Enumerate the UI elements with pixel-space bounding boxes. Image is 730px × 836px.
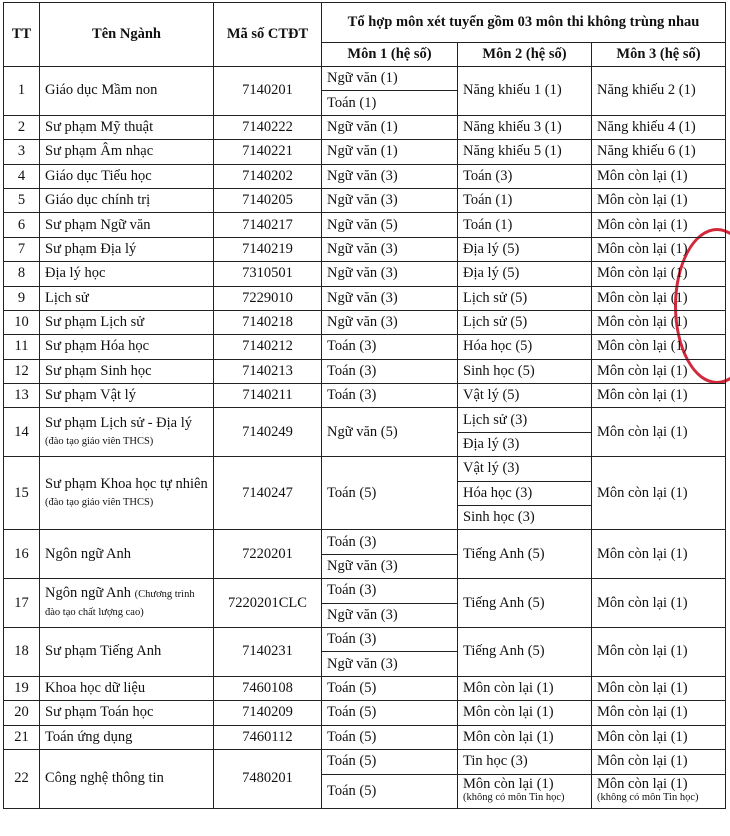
subject-2-text: Môn còn lại (1) [463, 776, 554, 793]
row-number: 4 [4, 164, 40, 188]
major-name [40, 384, 214, 408]
subject-3: Môn còn lại (1) [592, 408, 726, 457]
subject-3: Năng khiếu 2 (1) [592, 67, 726, 116]
header-mon3: Môn 3 (hệ số) [592, 43, 726, 67]
major-name [40, 725, 214, 749]
table-row [4, 579, 726, 603]
subject-3-text: Môn còn lại (1) [597, 776, 688, 793]
major-name-text: Sư phạm Âm nhạc [45, 143, 154, 160]
program-code: 7140213 [214, 359, 322, 383]
table-row [4, 384, 726, 408]
subject-1: Ngữ văn (3) [322, 164, 458, 188]
table-row [4, 310, 726, 334]
subject-3: Môn còn lại (1) [592, 286, 726, 310]
major-name-text: Lịch sử [45, 289, 89, 306]
subject-1: Ngữ văn (3) [322, 652, 458, 676]
program-code: 7480201 [214, 749, 322, 808]
major-name-text: Sư phạm Vật lý [45, 387, 136, 404]
subject-3: Môn còn lại (1) [592, 725, 726, 749]
subject-2: Sinh học (5) [458, 359, 592, 383]
program-code: 7220201CLC [214, 579, 322, 628]
subject-2: Tin học (3) [458, 749, 592, 774]
major-name [40, 701, 214, 725]
subject-3: Môn còn lại (1) [592, 310, 726, 334]
major-name [40, 335, 214, 359]
header-mon2: Môn 2 (hệ số) [458, 43, 592, 67]
header-mon1: Môn 1 (hệ số) [322, 43, 458, 67]
header-tt: TT [4, 3, 40, 67]
program-code: 7140221 [214, 140, 322, 164]
row-number: 14 [4, 408, 40, 457]
program-code: 7140201 [214, 67, 322, 116]
row-number: 22 [4, 749, 40, 808]
row-number: 10 [4, 310, 40, 334]
program-code: 7140209 [214, 701, 322, 725]
major-name-text: Sư phạm Lịch sử - Địa lý [45, 414, 193, 431]
program-code: 7220201 [214, 530, 322, 579]
subject-3: Môn còn lại (1) [592, 359, 726, 383]
header-ma-so: Mã số CTĐT [214, 3, 322, 67]
subject-1: Toán (5) [322, 457, 458, 530]
table-row [4, 408, 726, 432]
subject-1: Toán (3) [322, 359, 458, 383]
major-name-text: Giáo dục Mầm non [45, 82, 158, 99]
major-name [40, 164, 214, 188]
major-name [40, 67, 214, 116]
subject-3: Môn còn lại (1) [592, 335, 726, 359]
major-name [40, 676, 214, 700]
table-row [4, 359, 726, 383]
subject-2: Toán (1) [458, 188, 592, 212]
table-row [4, 140, 726, 164]
subject-3: Môn còn lại (1) [592, 213, 726, 237]
row-number: 6 [4, 213, 40, 237]
program-code: 7140205 [214, 188, 322, 212]
program-code: 7310501 [214, 262, 322, 286]
table-row [4, 67, 726, 91]
program-code: 7140249 [214, 408, 322, 457]
subject-1: Ngữ văn (3) [322, 286, 458, 310]
major-name [40, 140, 214, 164]
major-name-note: (đào tạo giáo viên THCS) [45, 496, 154, 508]
program-code: 7140217 [214, 213, 322, 237]
major-name-text: Sư phạm Toán học [45, 704, 154, 721]
subject-2: Năng khiếu 3 (1) [458, 115, 592, 139]
table-row [4, 701, 726, 725]
subject-3-note: (không có môn Tin học) [597, 792, 699, 804]
subject-2: Lịch sử (3) [458, 408, 592, 432]
table-row [4, 749, 726, 774]
program-code: 7140222 [214, 115, 322, 139]
major-name-text: Toán ứng dụng [45, 728, 133, 745]
table-row [4, 213, 726, 237]
major-name-text: Sư phạm Địa lý [45, 240, 137, 257]
major-name [40, 237, 214, 261]
table-row [4, 627, 726, 651]
table-row [4, 262, 726, 286]
subject-1: Toán (3) [322, 384, 458, 408]
subject-1: Ngữ văn (3) [322, 310, 458, 334]
major-name-text: Sư phạm Lịch sử [45, 314, 145, 331]
subject-1: Toán (3) [322, 335, 458, 359]
subject-3: Môn còn lại (1) [592, 676, 726, 700]
major-name [40, 310, 214, 334]
row-number: 1 [4, 67, 40, 116]
program-code: 7460112 [214, 725, 322, 749]
subject-2: Toán (3) [458, 164, 592, 188]
major-name [40, 213, 214, 237]
major-name-text: Địa lý học [45, 265, 106, 282]
subject-3: Năng khiếu 6 (1) [592, 140, 726, 164]
program-code: 7229010 [214, 286, 322, 310]
header-ten-nganh: Tên Ngành [40, 3, 214, 67]
row-number: 21 [4, 725, 40, 749]
program-code: 7140218 [214, 310, 322, 334]
subject-2: Môn còn lại (1) [458, 725, 592, 749]
major-name-text: Sư phạm Khoa học tự nhiên [45, 475, 208, 492]
subject-1: Ngữ văn (3) [322, 554, 458, 578]
subject-1: Ngữ văn (1) [322, 67, 458, 91]
subject-3: Môn còn lại (1) [592, 188, 726, 212]
row-number: 12 [4, 359, 40, 383]
row-number: 19 [4, 676, 40, 700]
row-number: 2 [4, 115, 40, 139]
program-code: 7140202 [214, 164, 322, 188]
subject-3: Môn còn lại (1) [592, 262, 726, 286]
subject-2: Lịch sử (5) [458, 286, 592, 310]
table-row [4, 237, 726, 261]
header-to-hop: Tổ hợp môn xét tuyển gồm 03 môn thi không trùng nhau [322, 3, 726, 43]
table-row [4, 335, 726, 359]
subject-2: Năng khiếu 1 (1) [458, 67, 592, 116]
subject-1: Ngữ văn (3) [322, 188, 458, 212]
subject-2: Sinh học (3) [458, 506, 592, 530]
program-code: 7140211 [214, 384, 322, 408]
major-name: Công nghệ thông tin [40, 749, 214, 808]
subject-1: Toán (5) [322, 725, 458, 749]
major-name [40, 359, 214, 383]
subject-2-note: (không có môn Tin học) [463, 792, 565, 804]
major-name [40, 408, 214, 457]
subject-2: Tiếng Anh (5) [458, 579, 592, 628]
major-name [40, 286, 214, 310]
subject-3: Môn còn lại (1) [592, 701, 726, 725]
subject-1: Toán (5) [322, 701, 458, 725]
admission-subject-table [3, 2, 726, 809]
row-number: 15 [4, 457, 40, 530]
subject-2: Vật lý (5) [458, 384, 592, 408]
major-name [40, 115, 214, 139]
row-number: 18 [4, 627, 40, 676]
table-row [4, 676, 726, 700]
major-name-text: Sư phạm Hóa học [45, 338, 150, 355]
major-name [40, 188, 214, 212]
program-code: 7140219 [214, 237, 322, 261]
subject-1: Toán (3) [322, 627, 458, 651]
subject-3 [592, 774, 726, 808]
row-number: 20 [4, 701, 40, 725]
subject-2: Địa lý (3) [458, 432, 592, 456]
subject-2: Tiếng Anh (5) [458, 530, 592, 579]
subject-1: Ngữ văn (5) [322, 408, 458, 457]
table-row [4, 164, 726, 188]
program-code: 7140212 [214, 335, 322, 359]
subject-2: Địa lý (5) [458, 262, 592, 286]
table-body [4, 67, 726, 809]
subject-2: Năng khiếu 5 (1) [458, 140, 592, 164]
subject-3: Môn còn lại (1) [592, 579, 726, 628]
subject-1: Toán (1) [322, 91, 458, 115]
major-name-text: Giáo dục Tiểu học [45, 167, 152, 184]
subject-1: Toán (3) [322, 579, 458, 603]
major-name-note: (Chương trình đào tạo chất lượng cao) [45, 589, 195, 619]
major-name [40, 530, 214, 579]
major-name-text: Khoa học dữ liệu [45, 679, 146, 696]
row-number: 17 [4, 579, 40, 628]
subject-2 [458, 774, 592, 808]
table-row [4, 457, 726, 481]
row-number: 11 [4, 335, 40, 359]
table-row [4, 725, 726, 749]
subject-1: Ngữ văn (5) [322, 213, 458, 237]
row-number: 16 [4, 530, 40, 579]
major-name-text: Ngôn ngữ Anh [45, 585, 132, 602]
row-number: 9 [4, 286, 40, 310]
major-name-text: Sư phạm Ngữ văn [45, 216, 151, 233]
major-name [40, 262, 214, 286]
major-name-text: Sư phạm Tiếng Anh [45, 643, 162, 660]
subject-3: Môn còn lại (1) [592, 384, 726, 408]
major-name-text: Sư phạm Mỹ thuật [45, 118, 154, 135]
subject-2: Toán (1) [458, 213, 592, 237]
subject-3: Môn còn lại (1) [592, 627, 726, 676]
subject-1: Toán (5) [322, 774, 458, 808]
major-name [40, 457, 214, 530]
major-name [40, 627, 214, 676]
subject-2: Hóa học (3) [458, 481, 592, 505]
subject-1: Ngữ văn (3) [322, 237, 458, 261]
row-number: 5 [4, 188, 40, 212]
program-code: 7460108 [214, 676, 322, 700]
subject-3: Môn còn lại (1) [592, 237, 726, 261]
subject-2: Hóa học (5) [458, 335, 592, 359]
subject-1: Toán (3) [322, 530, 458, 554]
major-name-text: Sư phạm Sinh học [45, 362, 152, 379]
table-row [4, 286, 726, 310]
major-name-text: Giáo dục chính trị [45, 192, 151, 209]
table-row [4, 530, 726, 554]
subject-2: Môn còn lại (1) [458, 701, 592, 725]
table-row [4, 115, 726, 139]
subject-3: Môn còn lại (1) [592, 164, 726, 188]
major-name-note: (đào tạo giáo viên THCS) [45, 435, 154, 447]
subject-3: Môn còn lại (1) [592, 457, 726, 530]
subject-3: Môn còn lại (1) [592, 530, 726, 579]
subject-3: Năng khiếu 4 (1) [592, 115, 726, 139]
subject-2: Lịch sử (5) [458, 310, 592, 334]
subject-2: Tiếng Anh (5) [458, 627, 592, 676]
subject-1: Ngữ văn (3) [322, 262, 458, 286]
subject-1: Toán (5) [322, 749, 458, 774]
row-number: 3 [4, 140, 40, 164]
table-row [4, 188, 726, 212]
subject-1: Toán (5) [322, 676, 458, 700]
subject-1: Ngữ văn (1) [322, 115, 458, 139]
subject-1: Ngữ văn (3) [322, 603, 458, 627]
subject-3: Môn còn lại (1) [592, 749, 726, 774]
subject-1: Ngữ văn (1) [322, 140, 458, 164]
subject-2: Môn còn lại (1) [458, 676, 592, 700]
subject-2: Địa lý (5) [458, 237, 592, 261]
major-name [40, 579, 214, 628]
row-number: 13 [4, 384, 40, 408]
subject-2: Vật lý (3) [458, 457, 592, 481]
row-number: 7 [4, 237, 40, 261]
row-number: 8 [4, 262, 40, 286]
program-code: 7140231 [214, 627, 322, 676]
program-code: 7140247 [214, 457, 322, 530]
major-name-text: Ngôn ngữ Anh [45, 545, 132, 562]
